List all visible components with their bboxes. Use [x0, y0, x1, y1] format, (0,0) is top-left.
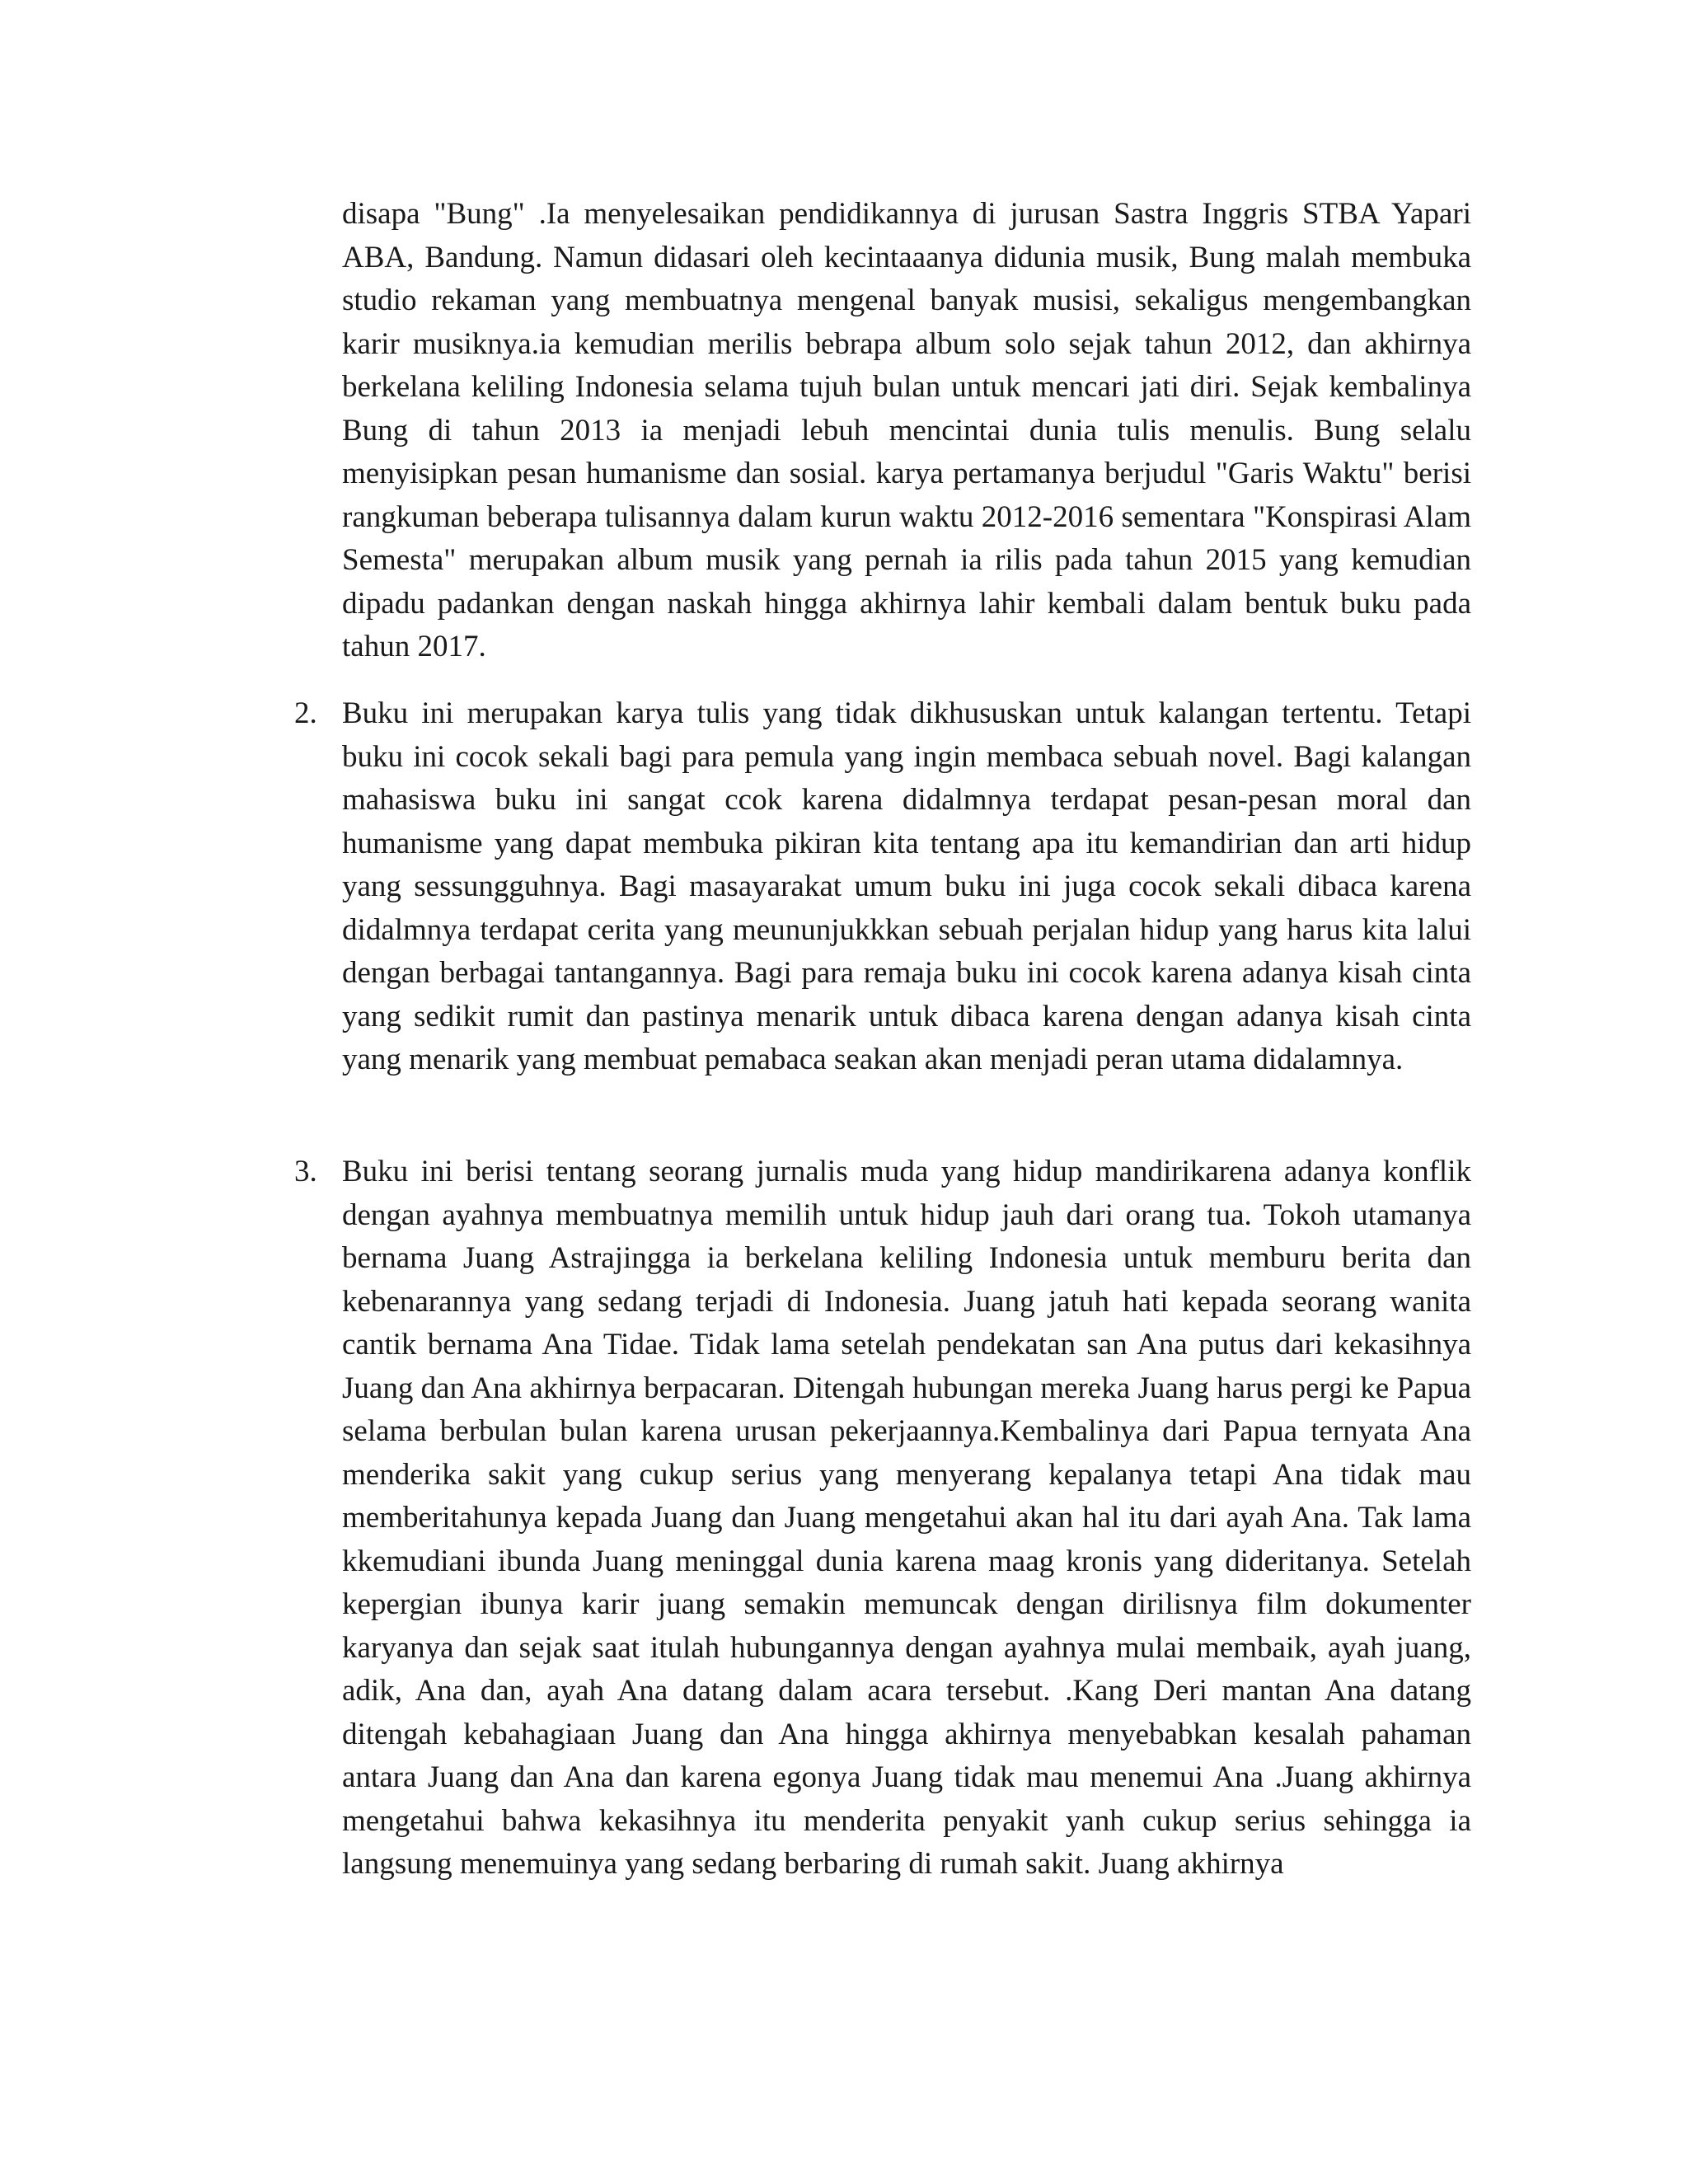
list-item-text: Buku ini merupakan karya tulis yang tidak dikhususkan untuk kalangan tertentu. Tetapi buku ini cocok sekali bagi para pemula yang ingin membaca sebuah novel. Bagi kalangan mahasiswa buku ini sangat ccok karena didalmnya terdapat pesan-pesan moral dan humanisme yang dapat membuka pikiran kita tentang apa itu kemandirian dan arti hidup yang sessungguhnya. Bagi masayarakat umum buku ini juga cocok sekali dibaca karena didalmnya terdapat cerita yang meununjukkkan sebuah perjalan hidup yang harus kita lalui dengan berbagai tantangannya. Bagi para remaja buku ini cocok karena adanya kisah cinta yang sedikit rumit dan pastinya menarik untuk dibaca karena dengan adanya kisah cinta yang menarik yang membuat pemabaca seakan akan menjadi peran utama didalamnya. — [342, 696, 1471, 1076]
continuation-paragraph: disapa "Bung" .Ia menyelesaikan pendidikannya di jurusan Sastra Inggris STBA Yapari ABA, Bandung. Namun didasari oleh kecintaaanya didunia musik, Bung malah membuka studio rekaman yang membuatnya mengenal banyak musisi, sekaligus mengembangkan karir musiknya.ia kemudian merilis bebrapa album solo sejak tahun 2012, dan akhirnya berkelana keliling Indonesia selama tujuh bulan untuk mencari jati diri. Sejak kembalinya Bung di tahun 2013 ia menjadi lebuh mencintai dunia tulis menulis. Bung selalu menyisipkan pesan humanisme dan sosial. karya pertamanya berjudul "Garis Waktu" berisi rangkuman beberapa tulisannya dalam kurun waktu 2012-2016 sementara "Konspirasi Alam Semesta" merupakan album musik yang pernah ia rilis pada tahun 2015 yang kemudian dipadu padankan dengan naskah hingga akhirnya lahir kembali dalam bentuk buku pada tahun 2017. — [342, 197, 1471, 663]
list-number: 3. — [294, 1155, 317, 1188]
list-item — [294, 692, 1471, 1082]
list-item-text: Buku ini berisi tentang seorang jurnalis muda yang hidup mandirikarena adanya konflik dengan ayahnya membuatnya memilih untuk hidup jauh dari orang tua. Tokoh utamanya bernama Juang Astrajingga ia berkelana keliling Indonesia untuk memburu berita dan kebenarannya yang sedang terjadi di Indonesia. Juang jatuh hati kepada seorang wanita cantik bernama Ana Tidae. Tidak lama setelah pendekatan san Ana putus dari kekasihnya Juang dan Ana akhirnya berpacaran. Ditengah hubungan mereka Juang harus pergi ke Papua selama berbulan bulan karena urusan pekerjaannya.Kembalinya dari Papua ternyata Ana menderika sakit yang cukup serius yang menyerang kepalanya tetapi Ana tidak mau memberitahunya kepada Juang dan Juang mengetahui akan hal itu dari ayah Ana. Tak lama kkemudiani ibunda Juang meninggal dunia karena maag kronis yang dideritanya. Setelah kepergian ibunya karir juang semakin memuncak dengan dirilisnya film dokumenter karyanya dan sejak saat itulah hubungannya dengan ayahnya mulai membaik, ayah juang, adik, Ana dan, ayah Ana datang dalam acara tersebut. .Kang Deri mantan Ana datang ditengah kebahagiaan Juang dan Ana hingga akhirnya menyebabkan kesalah pahaman antara Juang dan Ana dan karena egonya Juang tidak mau menemui Ana .Juang akhirnya mengetahui bahwa kekasihnya itu menderita penyakit yanh cukup serius sehingga ia langsung menemuinya yang sedang berbaring di rumah sakit. Juang akhirnya — [342, 1155, 1471, 1881]
list-number: 2. — [294, 696, 317, 730]
list-item — [294, 1151, 1471, 1886]
